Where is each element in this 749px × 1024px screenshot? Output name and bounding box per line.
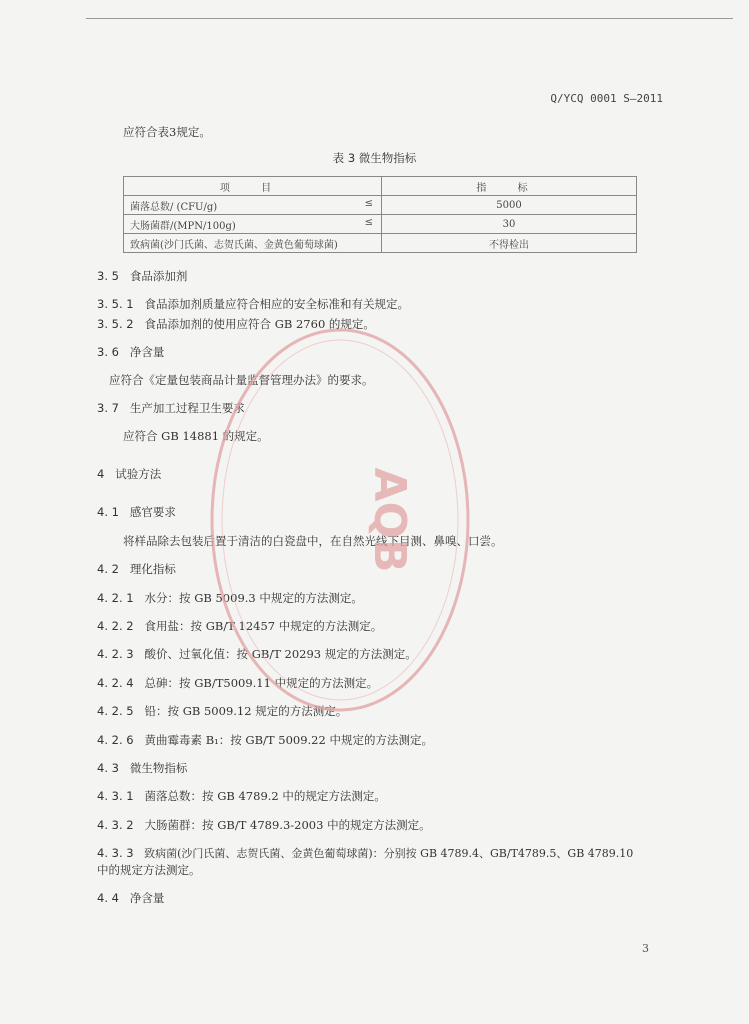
microbiology-table	[123, 176, 637, 253]
section-heading: 4 试验方法	[97, 467, 162, 481]
table-cell-value: 30	[382, 215, 637, 234]
section-heading: 3. 7 生产加工过程卫生要求	[97, 401, 245, 415]
clause: 3. 5. 2 食品添加剂的使用应符合 GB 2760 的规定。	[97, 317, 375, 331]
table-header-cell: 项 目	[124, 177, 382, 196]
section-heading: 4. 4 净含量	[97, 891, 165, 905]
section-heading: 4. 2 理化指标	[97, 562, 176, 576]
clause: 4. 2. 2 食用盐：按 GB/T 12457 中规定的方法测定。	[97, 619, 383, 633]
clause: 4. 2. 3 酸价、过氧化值：按 GB/T 20293 规定的方法测定。	[97, 647, 417, 661]
table-row	[124, 196, 637, 215]
top-rule	[86, 18, 733, 19]
table-row	[124, 234, 637, 253]
item-name: 大肠菌群/(MPN/100g)	[130, 220, 236, 232]
clause: 4. 2. 6 黄曲霉毒素 B₁：按 GB/T 5009.22 中规定的方法测定。	[97, 733, 433, 747]
table-cell-item	[124, 196, 382, 215]
operator: ≤	[364, 198, 373, 209]
clause: 4. 2. 1 水分：按 GB 5009.3 中规定的方法测定。	[97, 591, 363, 605]
operator: ≤	[364, 217, 373, 228]
clause: 4. 3. 3 致病菌(沙门氏菌、志贺氏菌、金黄色葡萄球菌)：分别按 GB 4789.4、GB/T4789.5、GB 4789.10	[97, 846, 634, 860]
table-header-row	[124, 177, 637, 196]
table-caption: 表 3 微生物指标	[332, 151, 417, 165]
table-header-cell: 指 标	[382, 177, 637, 196]
paragraph: 应符合 GB 14881 的规定。	[123, 429, 269, 443]
clause: 4. 3. 1 菌落总数：按 GB 4789.2 中的规定方法测定。	[97, 789, 386, 803]
table-cell-item	[124, 234, 382, 253]
page-number: 3	[642, 942, 649, 955]
clause-continuation: 中的规定方法测定。	[97, 863, 201, 877]
seal-code-text: AQB	[364, 467, 415, 573]
paragraph: 应符合《定量包装商品计量监督管理办法》的要求。	[109, 373, 374, 387]
paragraph: 将样品除去包装后置于清洁的白瓷盘中，在自然光线下目测、鼻嗅、口尝。	[123, 534, 503, 548]
section-heading: 4. 3 微生物指标	[97, 761, 188, 775]
document-code: Q/YCQ 0001 S—2011	[550, 92, 663, 105]
clause: 4. 2. 4 总砷：按 GB/T5009.11 中规定的方法测定。	[97, 676, 379, 690]
section-heading: 3. 5 食品添加剂	[97, 269, 188, 283]
clause: 4. 3. 2 大肠菌群：按 GB/T 4789.3-2003 中的规定方法测定。	[97, 818, 431, 832]
clause: 3. 5. 1 食品添加剂质量应符合相应的安全标准和有关规定。	[97, 297, 410, 311]
table-cell-value: 不得检出	[382, 234, 637, 253]
section-heading: 4. 1 感官要求	[97, 505, 176, 519]
section-heading: 3. 6 净含量	[97, 345, 165, 359]
table-row	[124, 215, 637, 234]
item-name: 致病菌(沙门氏菌、志贺氏菌、金黄色葡萄球菌)	[130, 239, 338, 251]
clause: 4. 2. 5 铅：按 GB 5009.12 规定的方法测定。	[97, 704, 348, 718]
table-cell-item	[124, 215, 382, 234]
intro-line: 应符合表3规定。	[123, 125, 211, 139]
table-cell-value: 5000	[382, 196, 637, 215]
item-name: 菌落总数/ (CFU/g)	[130, 201, 218, 213]
